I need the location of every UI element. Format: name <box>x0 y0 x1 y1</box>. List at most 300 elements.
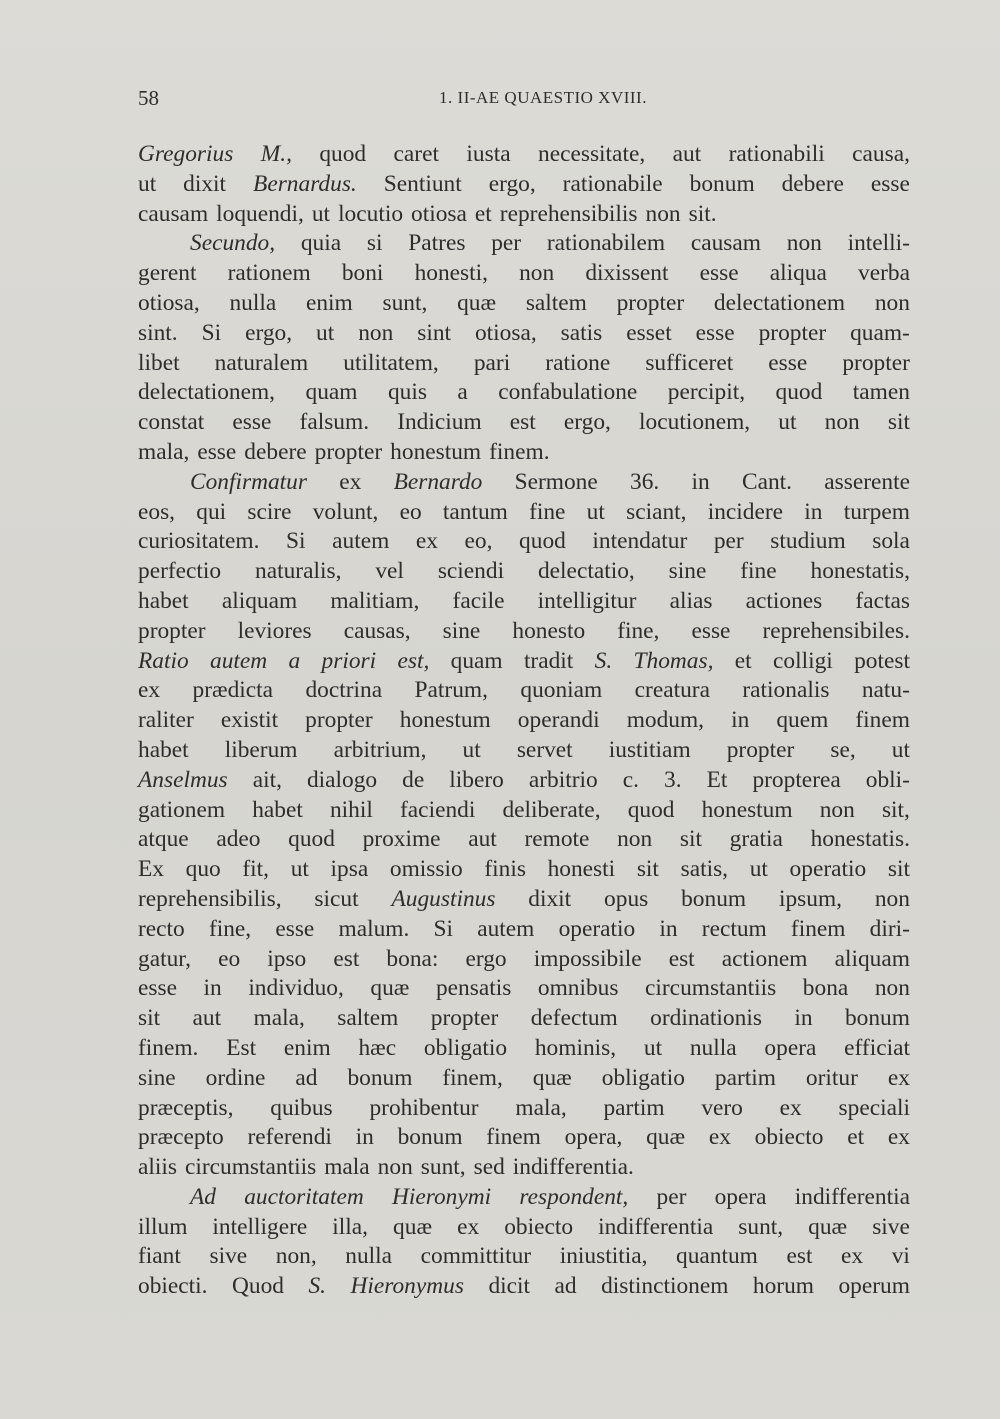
word: ipso <box>267 945 307 972</box>
italic-word: S. <box>308 1273 326 1300</box>
word: pensatis <box>435 975 512 1002</box>
italic-word: Secundo, <box>190 230 276 257</box>
word: propter <box>138 617 206 644</box>
word: non, <box>275 1243 317 1270</box>
word: nulla <box>229 289 277 316</box>
word: sine <box>442 617 481 644</box>
word: distinctionem <box>601 1273 729 1300</box>
word: gatur, <box>138 945 191 972</box>
page-number: 58 <box>138 86 159 110</box>
word: in <box>804 498 823 525</box>
word: finem, <box>442 1064 503 1091</box>
word: reprehensibilis <box>499 200 638 227</box>
word: non <box>874 289 910 316</box>
word: esse <box>695 319 735 346</box>
word: locutionem, <box>639 409 751 436</box>
word: studium <box>770 528 846 555</box>
word: operandi <box>517 707 600 734</box>
word: hominis, <box>534 1034 617 1061</box>
word: ait, <box>252 766 282 793</box>
word: quia <box>300 230 342 257</box>
word: 3. <box>664 766 682 793</box>
word: Patrum, <box>414 677 488 704</box>
word: potest <box>854 647 910 674</box>
word: quæ <box>457 289 497 316</box>
word: rationem <box>227 260 311 287</box>
word: utilitatem, <box>343 349 439 376</box>
word: saltem <box>525 289 587 316</box>
text-line <box>138 200 910 230</box>
text-line <box>138 1272 910 1302</box>
word: doctrina <box>305 677 383 704</box>
word: aliquam <box>834 945 910 972</box>
word: non <box>874 975 910 1002</box>
italic-word: est, <box>397 647 430 674</box>
word: fine <box>740 558 777 585</box>
word: individuo, <box>248 975 344 1002</box>
word: ut <box>778 409 797 436</box>
word: sint. <box>138 319 178 346</box>
text-line <box>138 1064 910 1094</box>
word: aut <box>192 1005 222 1032</box>
word: honestum <box>390 438 482 465</box>
word: ut <box>891 736 910 763</box>
italic-word: Bernardo <box>393 468 483 495</box>
word: ex <box>457 1213 480 1240</box>
word: nihil <box>329 796 373 823</box>
word: causas, <box>343 617 411 644</box>
word: proxime <box>362 826 441 853</box>
text-line <box>138 1153 910 1183</box>
word: constat <box>138 409 205 436</box>
word: loquendi, <box>216 200 304 227</box>
word: dixit <box>528 885 572 912</box>
word: dicit <box>488 1273 531 1300</box>
word: dixissent <box>585 260 669 287</box>
text-line <box>138 855 910 885</box>
text-line <box>138 766 910 796</box>
text-line <box>138 1242 910 1272</box>
word: ex <box>887 1064 910 1091</box>
word: prohibentur <box>369 1094 479 1121</box>
word: existit <box>220 707 279 734</box>
text-line <box>138 587 910 617</box>
word: rationabili <box>728 141 825 167</box>
text-line <box>138 1034 910 1064</box>
word: ex <box>339 468 362 495</box>
word: quam <box>450 647 503 674</box>
word: est <box>786 1243 813 1270</box>
word: bonum <box>347 1064 413 1091</box>
word: bonum <box>681 885 747 912</box>
word: non <box>617 826 653 853</box>
word: qui <box>196 498 227 525</box>
word: quæ <box>370 975 410 1002</box>
word: intelligitur <box>537 587 637 614</box>
word: Si <box>201 319 222 346</box>
word: sola <box>872 528 910 555</box>
word: circumstantiis <box>645 975 777 1002</box>
word: esse <box>275 915 315 942</box>
word: sine <box>138 1064 176 1091</box>
word: in <box>659 915 678 942</box>
word: deliberate, <box>502 796 601 823</box>
word: eo <box>218 945 241 972</box>
word: ratione <box>545 349 611 376</box>
word: horum <box>752 1273 814 1300</box>
word: quod <box>775 379 823 406</box>
word: malitiam, <box>330 587 420 614</box>
word: honesti, <box>414 260 488 287</box>
word: opera <box>714 1183 767 1210</box>
word: efficiat <box>844 1034 910 1061</box>
word: debere <box>244 438 307 465</box>
word: obiecto <box>754 1124 824 1151</box>
word: ut <box>316 319 335 346</box>
word: intendatur <box>592 528 688 555</box>
word: ut <box>586 498 605 525</box>
word: perfectio <box>138 558 222 585</box>
word: fine, <box>617 617 660 644</box>
word: nulla <box>345 1243 393 1270</box>
italic-word: autem <box>210 647 268 674</box>
word: propter <box>616 289 685 316</box>
word: servet <box>516 736 573 763</box>
word: per <box>656 1183 687 1210</box>
word: esse <box>699 260 739 287</box>
word: curiositatem. <box>138 528 260 555</box>
word: sive <box>872 1213 910 1240</box>
word: quo <box>185 856 221 883</box>
text-line <box>138 647 910 677</box>
word: omissio <box>389 856 463 883</box>
word: sit. <box>688 200 717 227</box>
word: faciendi <box>400 796 476 823</box>
text-line <box>138 170 910 200</box>
word: volunt, <box>312 498 379 525</box>
word: obli- <box>865 766 910 793</box>
word: non <box>377 1154 413 1181</box>
word: incidere <box>707 498 784 525</box>
word: ut <box>749 856 768 883</box>
text-line <box>138 1123 910 1153</box>
word: a <box>457 379 468 406</box>
word: ergo <box>465 945 507 972</box>
word: sicut <box>314 885 359 912</box>
word: sed <box>473 1154 505 1181</box>
word: quoniam <box>520 677 603 704</box>
text-line <box>138 1004 910 1034</box>
word: nulla <box>689 1034 737 1061</box>
word: scire <box>247 498 292 525</box>
word: modum, <box>626 707 705 734</box>
word: bona: <box>386 945 439 972</box>
text-line <box>138 676 910 706</box>
word: leviores <box>237 617 312 644</box>
word: honestum <box>701 796 793 823</box>
word: actionem <box>721 945 808 972</box>
word: reprehensibiles. <box>762 617 910 644</box>
word: dixit <box>183 170 227 197</box>
word: eos, <box>138 498 176 525</box>
word: finem. <box>489 438 550 465</box>
word: et <box>734 647 752 674</box>
word: debere <box>781 170 844 197</box>
word: habet <box>138 736 189 763</box>
text-line <box>138 617 910 647</box>
word: recto <box>138 915 185 942</box>
italic-word: respondent, <box>519 1183 629 1210</box>
word: confabulatione <box>498 379 638 406</box>
word: speciali <box>838 1094 910 1121</box>
italic-word: Thomas, <box>633 647 714 674</box>
word: honestatis. <box>810 826 910 853</box>
word: malum. <box>338 915 410 942</box>
word: sunt, <box>738 1213 784 1240</box>
word: hæc <box>358 1034 397 1061</box>
italic-word: Hieronymi <box>391 1183 492 1210</box>
word: ex <box>415 528 438 555</box>
italic-word: Bernardus. <box>253 170 357 197</box>
word: circumstantiis <box>184 1154 317 1181</box>
word: vel <box>375 558 404 585</box>
text-line <box>138 408 910 438</box>
word: omnibus <box>537 975 619 1002</box>
word: committitur <box>420 1243 532 1270</box>
italic-word: Hieronymus <box>350 1273 464 1300</box>
word: sint <box>417 319 452 346</box>
word: eo <box>399 498 422 525</box>
word: percipit, <box>667 379 746 406</box>
word: colligi <box>773 647 833 674</box>
italic-word: Anselmus <box>138 766 228 793</box>
word: bonum <box>844 1005 910 1032</box>
word: sciant, <box>626 498 687 525</box>
word: propter <box>726 736 795 763</box>
word: Sentiunt <box>383 170 462 197</box>
word: obligatio <box>423 1034 508 1061</box>
word: factas <box>855 587 910 614</box>
word: propter <box>314 438 383 465</box>
word: creatura <box>634 677 710 704</box>
word: honesti <box>547 856 616 883</box>
word: boni <box>341 260 384 287</box>
italic-word: priori <box>321 647 377 674</box>
text-line <box>138 468 910 498</box>
word: turpem <box>843 498 910 525</box>
word: autem <box>332 528 390 555</box>
word: prædicta <box>192 677 274 704</box>
word: asserente <box>824 468 910 495</box>
word: est <box>333 945 360 972</box>
word: ex <box>708 1124 731 1151</box>
word: obiecto <box>504 1213 574 1240</box>
word: illa, <box>332 1213 369 1240</box>
word: Si <box>286 528 306 555</box>
word: otiosa, <box>138 289 200 316</box>
word: quis <box>387 379 427 406</box>
word: si <box>366 230 383 257</box>
italic-word: Augustinus <box>391 885 496 912</box>
text-line <box>138 498 910 528</box>
word: sit <box>679 826 702 853</box>
text-line <box>138 736 910 766</box>
word: otiosa <box>411 200 467 227</box>
word: facile <box>452 587 505 614</box>
word: ex <box>887 1124 910 1151</box>
word: reprehensibilis, <box>138 885 282 912</box>
italic-word: Ratio <box>138 647 189 674</box>
text-line <box>138 289 910 319</box>
word: 36. <box>630 468 660 495</box>
word: ex <box>841 1243 864 1270</box>
word: remote <box>524 826 590 853</box>
word: mala, <box>138 438 190 465</box>
word: non <box>824 409 860 436</box>
word: locutio <box>338 200 404 227</box>
word: caret <box>393 141 439 167</box>
word: Ex <box>138 856 164 883</box>
word: propter <box>758 319 827 346</box>
word: bona <box>802 975 849 1002</box>
word: finem <box>855 707 910 734</box>
word: enim <box>283 1034 331 1061</box>
text-line <box>138 706 910 736</box>
word: ergo, <box>245 319 293 346</box>
word: sit <box>887 409 910 436</box>
word: dialogo <box>306 766 378 793</box>
word: non <box>874 885 910 912</box>
text-line <box>138 557 910 587</box>
word: finem. <box>138 1034 199 1061</box>
word: causam <box>138 200 209 227</box>
word: rectum <box>701 915 767 942</box>
body-text <box>138 140 910 1302</box>
word: est <box>509 409 536 436</box>
text-line <box>138 259 910 289</box>
word: necessitate, <box>538 141 646 167</box>
word: satis <box>560 319 603 346</box>
text-line <box>138 825 910 855</box>
word: delectatio, <box>537 558 635 585</box>
word: in <box>203 975 222 1002</box>
word: opus <box>604 885 649 912</box>
word: esse <box>138 975 177 1002</box>
word: indifferentia. <box>512 1154 634 1181</box>
word: aut <box>468 826 497 853</box>
word: fit, <box>242 856 270 883</box>
text-line <box>138 378 910 408</box>
word: atque <box>138 826 189 853</box>
word: aut <box>672 141 702 167</box>
italic-word: auctoritatem <box>244 1183 364 1210</box>
word: iusta <box>466 141 511 167</box>
word: otiosa, <box>474 319 537 346</box>
word: per <box>713 528 744 555</box>
word: quod <box>627 796 675 823</box>
text-line <box>138 527 910 557</box>
word: indifferentia <box>598 1213 714 1240</box>
word: fine <box>529 498 566 525</box>
word: non <box>786 230 822 257</box>
word: esse <box>870 170 910 197</box>
word: quod <box>288 826 335 853</box>
word: mala, <box>515 1094 567 1121</box>
word: esse <box>691 617 731 644</box>
word: operatio <box>789 856 867 883</box>
word: honesto <box>512 617 586 644</box>
word: eo, <box>464 528 493 555</box>
word: gationem <box>138 796 226 823</box>
word: Sermone <box>514 468 598 495</box>
word: Quod <box>231 1273 284 1300</box>
word: præcepto <box>138 1124 224 1151</box>
word: saltem <box>337 1005 399 1032</box>
word: quantum <box>676 1243 758 1270</box>
word: ipsum, <box>778 885 842 912</box>
word: partim <box>714 1064 776 1091</box>
word: pari <box>473 349 511 376</box>
word: fiant <box>138 1243 181 1270</box>
word: sit <box>887 856 910 883</box>
word: non <box>358 319 394 346</box>
word: Est <box>226 1034 257 1061</box>
italic-word: Gregorius <box>138 141 234 167</box>
word: præceptis, <box>138 1094 234 1121</box>
word: habet <box>252 796 303 823</box>
word: Indicium <box>397 409 482 436</box>
word: obligatio <box>601 1064 685 1091</box>
word: in <box>794 1005 813 1032</box>
word: aliquam <box>221 587 298 614</box>
word: referendi <box>247 1124 332 1151</box>
word: vero <box>701 1094 743 1121</box>
word: oritur <box>805 1064 858 1091</box>
word: sciendi <box>437 558 505 585</box>
word: bonum <box>397 1124 463 1151</box>
word: se, <box>830 736 856 763</box>
text-line <box>138 319 910 349</box>
word: fine, <box>208 915 252 942</box>
word: finem <box>790 915 846 942</box>
word: Cant. <box>741 468 792 495</box>
word: est <box>668 945 695 972</box>
word: liberum <box>224 736 298 763</box>
word: ergo, <box>563 409 611 436</box>
word: sufficeret <box>645 349 734 376</box>
word: finem <box>486 1124 541 1151</box>
italic-word: a <box>288 647 301 674</box>
word: in <box>355 1124 374 1151</box>
word: honestum <box>399 707 491 734</box>
word: quæ <box>646 1124 686 1151</box>
text-line <box>138 1094 910 1124</box>
word: partim <box>603 1094 665 1121</box>
word: ad <box>295 1064 318 1091</box>
word: c. <box>622 766 639 793</box>
word: quod <box>519 528 566 555</box>
word: esse <box>197 438 237 465</box>
word: delectationem, <box>138 379 276 406</box>
word: quibus <box>270 1094 333 1121</box>
word: obiecti. <box>138 1273 208 1300</box>
word: verba <box>858 260 910 287</box>
word: arbitrium, <box>333 736 427 763</box>
word: autem <box>477 915 535 942</box>
word: satis, <box>680 856 729 883</box>
text-line <box>138 1183 910 1213</box>
text-line <box>138 349 910 379</box>
